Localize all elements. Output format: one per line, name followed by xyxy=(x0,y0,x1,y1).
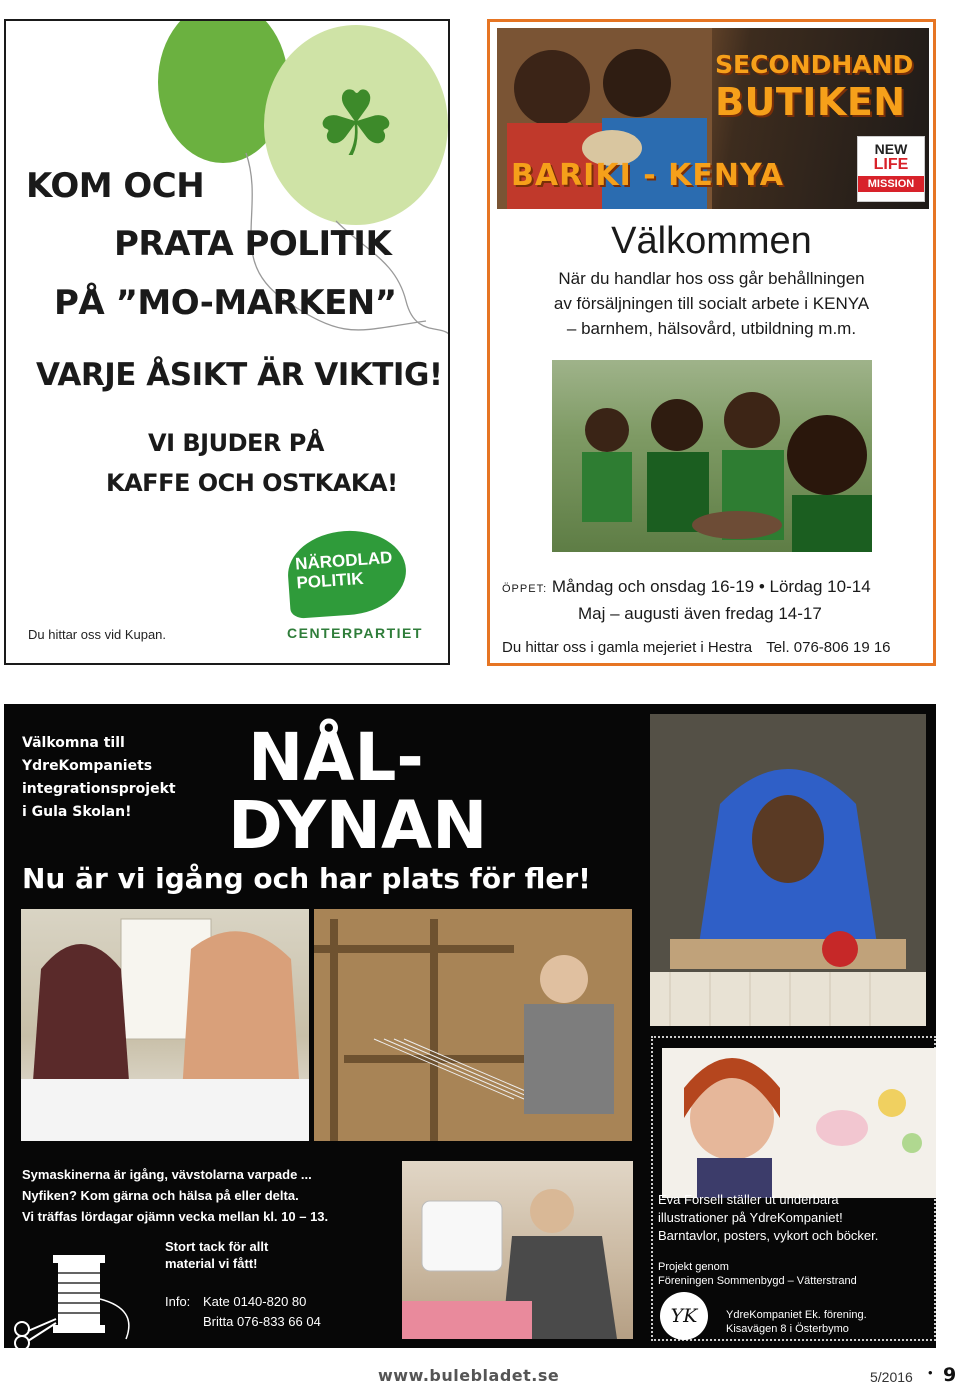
secondhand-ad xyxy=(487,19,936,666)
welcome-line-4: i Gula Skolan! xyxy=(22,804,132,820)
title-line-2: DYNAN xyxy=(228,787,488,864)
hours-text-1: Måndag och onsdag 16-19 • Lördag 10-14 xyxy=(551,577,871,596)
thread-spool-icon xyxy=(8,1249,158,1348)
clover-icon: ☘ xyxy=(315,72,397,177)
opening-hours-line-2: Maj – augusti även fredag 14-17 xyxy=(578,604,822,623)
welcome-line-3: integrationsprojekt xyxy=(22,781,176,797)
info-line-2: Nyfiken? Kom gärna och hälsa på eller delta. xyxy=(22,1188,299,1203)
address-line xyxy=(502,639,891,656)
logo-word-new: NEW xyxy=(874,141,908,157)
eva-line-2: illustrationer på YdreKompaniet! xyxy=(658,1210,843,1225)
sewing-photo xyxy=(21,909,309,1141)
slogan-line-2: POLITIK xyxy=(295,568,365,593)
hours-label: ÖPPET: xyxy=(502,583,548,595)
thanks-line-2: material vi fått! xyxy=(165,1256,258,1271)
organisation-address xyxy=(726,1308,867,1336)
eva-line-3: Barntavlor, posters, vykort och böcker. xyxy=(658,1228,879,1243)
opening-hours-line-1 xyxy=(502,577,871,597)
address-text: Du hittar oss i gamla mejeriet i Hestra xyxy=(502,639,753,656)
logo-word-life: LIFE xyxy=(873,156,909,173)
info-line-3: Vi träffas lördagar ojämn vecka mellan kl. 10 – 13. xyxy=(22,1209,329,1224)
new-life-mission-logo xyxy=(857,136,925,202)
illustrator-text xyxy=(658,1191,878,1245)
welcome-block xyxy=(22,732,176,824)
headline-line-2: PRATA POLITIK xyxy=(114,224,392,264)
location-text: Du hittar oss vid Kupan. xyxy=(28,627,167,642)
narodlad-logo xyxy=(285,527,409,619)
thanks-line-1: Stort tack för allt xyxy=(165,1239,269,1254)
butiken-title: BUTIKEN xyxy=(715,80,906,124)
page-number: 9 xyxy=(943,1364,957,1386)
contact-kate: Kate 0140-820 80 xyxy=(203,1294,307,1309)
ydrekompaniet-logo: YK xyxy=(660,1292,708,1340)
org-line-2: Kisavägen 8 i Österbymo xyxy=(726,1323,849,1335)
headline-line-1: KOM OCH xyxy=(26,166,205,206)
centerpartiet-ad xyxy=(4,19,450,665)
issue-number: 5/2016 xyxy=(870,1369,913,1385)
info-line-1: Symaskinerna är igång, vävstolarna varpade ... xyxy=(22,1167,312,1182)
welcome-line-2: YdreKompaniets xyxy=(22,758,153,774)
website-link[interactable]: www.bulebladet.se xyxy=(378,1366,560,1385)
offer-line-2: KAFFE OCH OSTKAKA! xyxy=(106,469,398,497)
hero-photo xyxy=(497,28,929,209)
contact-britta: Britta 076-833 66 04 xyxy=(203,1314,321,1329)
welcome-line-1: Välkomna till xyxy=(22,735,125,751)
bariki-banner: BARIKI - KENYA xyxy=(511,158,785,193)
headline-line-4: VARJE ÅSIKT ÄR VIKTIG! xyxy=(36,357,443,393)
school-children-photo xyxy=(552,360,872,552)
title-line-1: NÅL- xyxy=(248,719,424,796)
slogan-line-1: NÄRODLAD xyxy=(294,547,393,574)
subtitle: Nu är vi igång och har plats för fler! xyxy=(22,862,591,895)
offer-line-1: VI BJUDER PÅ xyxy=(148,429,324,457)
secondhand-title: SECONDHAND xyxy=(715,50,914,79)
description-line-3: – barnhem, hälsovård, utbildning m.m. xyxy=(566,319,857,338)
project-text xyxy=(658,1260,857,1288)
naldynan-ad xyxy=(4,704,936,1348)
project-line-1: Projekt genom xyxy=(658,1261,729,1273)
headline-line-3: PÅ ”MO-MARKEN” xyxy=(54,283,397,323)
org-line-1: YdreKompaniet Ek. förening. xyxy=(726,1309,867,1321)
description-line-1: När du handlar hos oss går behållningen xyxy=(558,269,865,288)
illustration-photo xyxy=(662,1048,936,1198)
thanks-text xyxy=(165,1238,268,1272)
sewing-machine-photo xyxy=(402,1161,633,1339)
contact-label: Info: xyxy=(165,1294,191,1309)
centerpartiet-logo: CENTERPARTIET xyxy=(287,625,423,641)
info-text xyxy=(22,1164,328,1227)
description-line-2: av försäljningen till socialt arbete i KENYA xyxy=(553,294,870,313)
project-line-2: Föreningen Sommenbygd – Vätterstrand xyxy=(658,1275,857,1287)
loom-photo xyxy=(314,909,632,1141)
contact-info xyxy=(165,1292,321,1332)
eva-line-1: Eva Forsell ställer ut underbara xyxy=(658,1192,839,1207)
phone-text: Tel. 076-806 19 16 xyxy=(766,639,891,656)
welcome-heading: Välkommen xyxy=(611,220,812,262)
logo-word-mission: MISSION xyxy=(858,176,924,192)
footer-separator: • xyxy=(928,1365,933,1380)
weaver-photo xyxy=(650,714,926,1026)
